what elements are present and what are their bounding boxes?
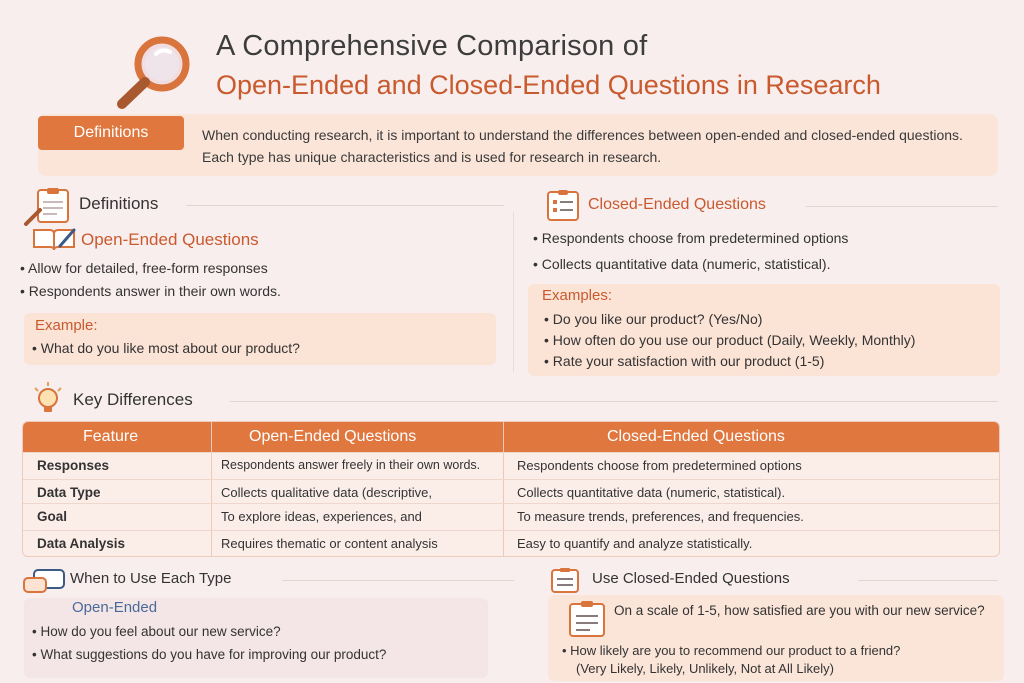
clipboard-icon (24, 188, 72, 226)
open-ended-heading: Open-Ended Questions (81, 230, 259, 249)
open-example-1: • What do you like most about our product? (32, 340, 300, 356)
row-closed: Collects quantitative data (numeric, statistical). (517, 485, 786, 500)
row-feature: Goal (37, 509, 68, 524)
divider (230, 401, 998, 402)
divider (858, 580, 998, 581)
table-header (23, 422, 999, 452)
intro-text: When conducting research, it is important to understand the differences between open-ended and closed-ended questions. Each type has unique characteristics and is used for research in research. (202, 127, 963, 165)
row-feature: Responses (37, 458, 110, 473)
intro-tag: Definitions (38, 116, 184, 150)
header-closed: Closed-Ended Questions (607, 428, 785, 445)
comparison-table (22, 421, 1000, 557)
closed-example-1: • Do you like our product? (Yes/No) (544, 311, 763, 327)
table-row (23, 503, 999, 529)
definitions-heading: Definitions (79, 194, 159, 213)
open-example-label: Example: (35, 317, 98, 334)
survey-icon (568, 600, 608, 638)
when-heading: When to Use Each Type (70, 570, 232, 587)
checklist-icon (546, 190, 582, 222)
row-closed: Easy to quantify and analyze statistically. (517, 536, 753, 551)
row-open: Requires thematic or content analysis (221, 536, 438, 551)
closed-question-1: On a scale of 1-5, how satisfied are you with our new service? (614, 603, 985, 618)
row-closed: To measure trends, preferences, and frequencies. (517, 509, 804, 524)
closed-example-label: Examples: (542, 287, 613, 304)
chat-icon (22, 568, 66, 596)
closed-bullet-2: • Collects quantitative data (numeric, statistical). (533, 256, 831, 272)
row-open: Respondents answer freely in their own words. (221, 458, 481, 472)
key-differences-heading: Key Differences (73, 390, 193, 409)
when-open-1: • How do you feel about our new service? (32, 624, 281, 639)
checklist-icon (550, 568, 580, 594)
divider (186, 205, 504, 206)
row-closed: Respondents choose from predetermined options (517, 458, 802, 473)
closed-use-heading: Use Closed-Ended Questions (592, 570, 790, 587)
open-bullet-2: • Respondents answer in their own words. (20, 283, 281, 299)
when-open-2: • What suggestions do you have for improving our product? (32, 647, 387, 662)
page-subtitle: Open-Ended and Closed-Ended Questions in Research (216, 70, 881, 100)
closed-example-2: • How often do you use our product (Daily, Weekly, Monthly) (544, 332, 916, 348)
closed-ended-heading: Closed-Ended Questions (588, 196, 766, 213)
closed-example-3: • Rate your satisfaction with our product (1-5) (544, 353, 825, 369)
closed-bullet-1: • Respondents choose from predetermined options (533, 230, 849, 246)
header-feature: Feature (83, 428, 139, 445)
lightbulb-icon (32, 382, 64, 416)
magnifier-icon (110, 34, 196, 110)
closed-question-2-options: (Very Likely, Likely, Unlikely, Not at All Likely) (576, 661, 834, 676)
closed-question-2: • How likely are you to recommend our product to a friend? (562, 643, 901, 658)
divider (282, 580, 514, 581)
table-row (23, 452, 999, 478)
open-bullet-1: • Allow for detailed, free-form responses (20, 260, 268, 276)
table-row (23, 530, 999, 556)
open-ended-label: Open-Ended (72, 599, 158, 616)
table-row (23, 479, 999, 505)
page-title: A Comprehensive Comparison of (216, 30, 648, 62)
header-open: Open-Ended Questions (249, 428, 417, 445)
book-pen-icon (32, 226, 76, 252)
row-feature: Data Analysis (37, 536, 126, 551)
column-divider (513, 212, 514, 372)
row-open: Collects qualitative data (descriptive, (221, 485, 432, 500)
divider (806, 206, 998, 207)
row-feature: Data Type (37, 485, 101, 500)
row-open: To explore ideas, experiences, and (221, 509, 422, 524)
